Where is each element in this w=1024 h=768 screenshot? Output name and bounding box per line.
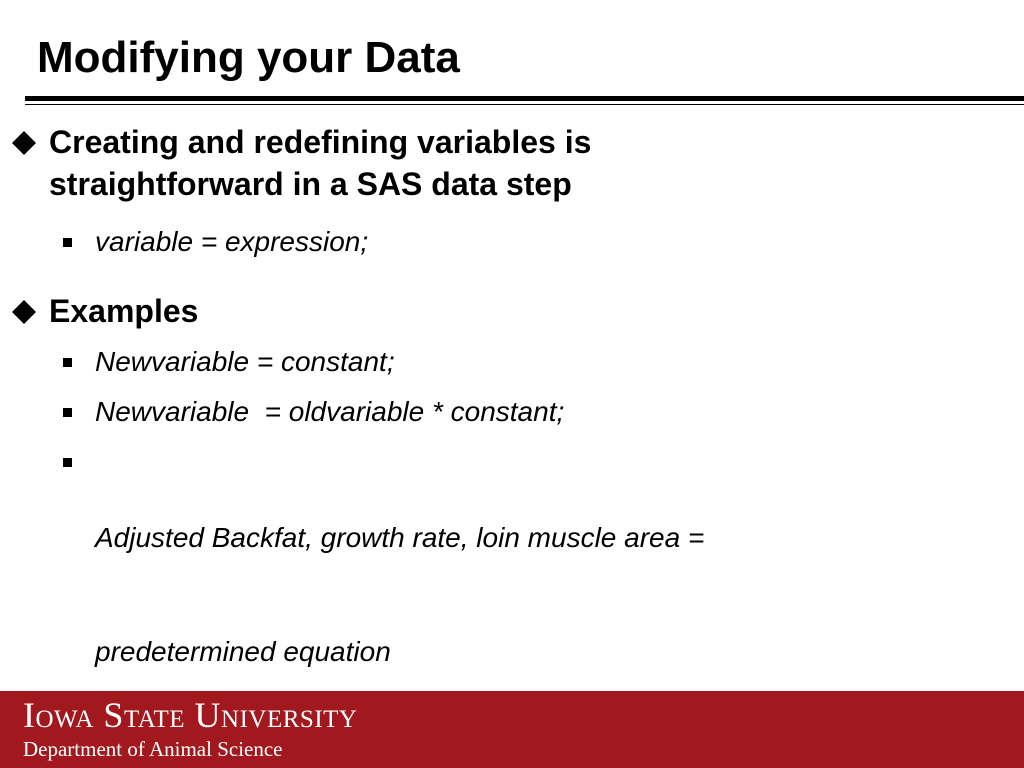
slide-title: Modifying your Data bbox=[37, 33, 460, 82]
sub-bullet-text: Newvariable = constant; bbox=[95, 346, 395, 377]
diamond-bullet-icon bbox=[11, 299, 37, 325]
bullet-text bbox=[49, 121, 591, 205]
title-divider-thick bbox=[25, 96, 1024, 101]
bullet-text-line: straightforward in a SAS data step bbox=[49, 166, 572, 202]
square-bullet-icon bbox=[63, 408, 72, 417]
bullet-creating-variables bbox=[11, 121, 1001, 205]
square-bullet-icon bbox=[63, 238, 72, 247]
sub-bullet-example-constant bbox=[63, 343, 963, 381]
sub-bullet-text-line: predetermined equation bbox=[95, 636, 391, 667]
sub-bullet-text: variable = expression; bbox=[95, 226, 369, 257]
sub-bullet-text: Newvariable = oldvariable * constant; bbox=[95, 396, 565, 427]
sub-bullet-example-oldvariable bbox=[63, 393, 963, 431]
bullet-text-line: Creating and redefining variables is bbox=[49, 124, 592, 160]
sub-bullet-variable-expression bbox=[63, 223, 963, 261]
title-divider-thin bbox=[25, 104, 1024, 105]
footer-university-name: Iowa State University bbox=[23, 695, 358, 735]
square-bullet-icon bbox=[63, 358, 72, 367]
sub-bullet-text-line: Adjusted Backfat, growth rate, loin muscle area = bbox=[95, 522, 705, 553]
bullet-examples bbox=[11, 290, 1001, 332]
footer-department-name: Department of Animal Science bbox=[23, 737, 283, 761]
square-bullet-icon bbox=[63, 458, 72, 467]
diamond-bullet-icon bbox=[11, 130, 37, 156]
bullet-text: Examples bbox=[49, 293, 199, 329]
